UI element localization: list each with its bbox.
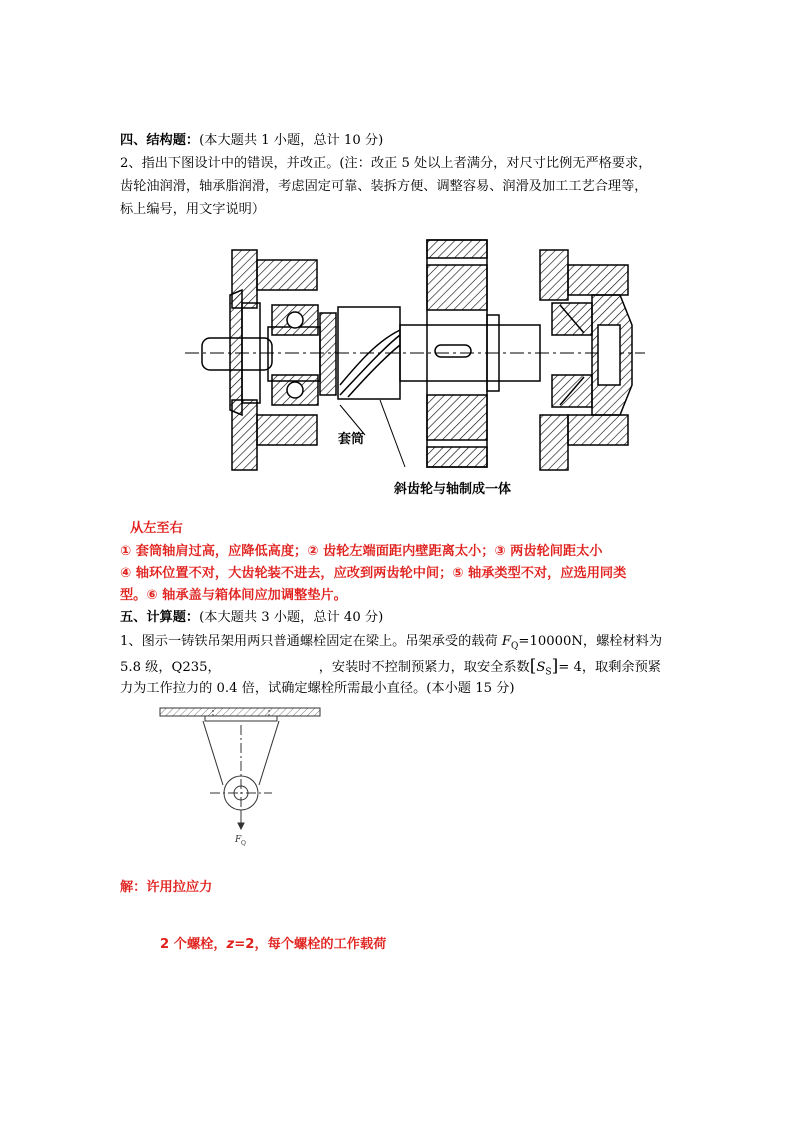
hanger-figure xyxy=(155,705,330,850)
section5-heading: 五、计算题： xyxy=(120,610,200,625)
section4-question-line2: 齿轮油润滑，轴承脂润滑，考虑固定可靠、装拆方便、调整容易、润滑及加工工艺合理等， xyxy=(120,179,648,194)
bolt-count-symbol: z xyxy=(226,937,235,952)
safety-factor-symbol: S xyxy=(536,660,546,675)
section4-question-line1: 2、指出下图设计中的错误，并改正。(注：改正 5 处以上者满分，对尺寸比例无严格要求， xyxy=(120,156,652,171)
answer4-line3: 型。⑥ 轴承盖与箱体间应加调整垫片。 xyxy=(120,588,347,603)
q-line1-part-a: 1、图示一铸铁吊架用两只普通螺栓固定在梁上。吊架承受的载荷 xyxy=(120,634,502,649)
load-symbol: F xyxy=(501,634,511,649)
sleeve-label: 套筒 xyxy=(338,432,365,447)
section4-question-line3: 标上编号，用文字说明） xyxy=(120,202,266,217)
section4-heading-note: (本大题共 1 小题，总计 10 分) xyxy=(199,133,384,148)
q-line1-part-b: =10000N，螺栓材料为 xyxy=(518,634,663,649)
solution-line2-part-a: 2 个螺栓， xyxy=(160,937,227,952)
gear-label: 斜齿轮与轴制成一体 xyxy=(394,482,512,497)
load-label-symbol: F xyxy=(235,835,242,845)
safety-factor-subscript: S xyxy=(545,667,552,678)
section5-heading-note: (本大题共 3 小题，总计 40 分) xyxy=(199,610,384,625)
load-label-subscript: Q xyxy=(241,840,246,847)
solution-line2 xyxy=(160,934,386,956)
q-line2-part-b: ，安装时不控制预紧力，取安全系数 xyxy=(318,660,530,675)
load-subscript: Q xyxy=(511,641,519,652)
q-line2-part-c: = 4，取剩余预紧 xyxy=(558,660,661,675)
section5-question-line3: 力为工作拉力的 0.4 倍，试确定螺栓所需最小直径。(本小题 15 分) xyxy=(120,681,515,696)
section5-question-line1 xyxy=(120,631,662,658)
section5-heading-line xyxy=(120,607,383,629)
answer4-line2: ④ 轴环位置不对，大齿轮装不进去，应改到两齿轮中间；⑤ 轴承类型不对，应选用同类 xyxy=(120,566,627,581)
answer4-line1: ① 套筒轴肩过高，应降低高度；② 齿轮左端面距内壁距离太小；③ 两齿轮间距太小 xyxy=(120,544,603,559)
solution-line1: 解：许用拉应力 xyxy=(120,880,213,895)
solution-line2-part-b: =2，每个螺栓的工作载荷 xyxy=(234,937,387,952)
shaft-assembly-figure xyxy=(180,235,650,505)
answer4-line0: 从左至右 xyxy=(130,521,183,536)
q-line2-part-a: 5.8 级，Q235， xyxy=(120,660,221,675)
section5-question-line2: 5.8 级，Q235， ，安装时不控制预紧力，取安全系数$[S_S]= 4$，取剩余预紧 xyxy=(120,656,661,678)
section4-heading: 四、结构题： xyxy=(120,133,200,148)
section4-heading-line xyxy=(120,130,383,152)
